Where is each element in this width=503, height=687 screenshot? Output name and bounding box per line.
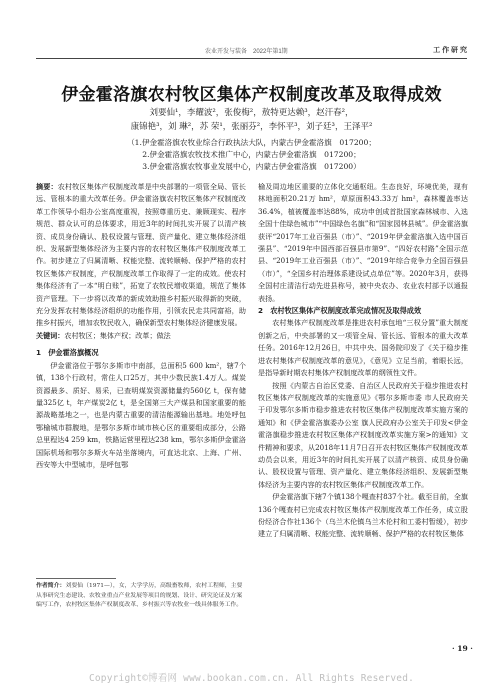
section-2-paragraph-3: 伊金霍洛旗下辖7个镇138个嘎查村837个社。截至目前，全旗136个嘎查村已完成农村牧区集体产权制度改革工作任务，成立股份经济合作社136个（乌兰木伦镇乌兰木伦村和工委村暂缓），初步建立了归属清晰、权能完整、流转顺畅、保护严格的农村牧区集体 [258, 492, 468, 539]
journal-info: 农业开发与装备 2022年第1期 [205, 49, 288, 55]
header-rule [36, 58, 467, 59]
footnote-label: 作者简介： [36, 583, 66, 589]
author-footnote [36, 582, 246, 611]
affiliation-3: 3.伊金霍洛旗农牧事业发展中心，内蒙古伊金霍洛旗 017200） [142, 162, 361, 171]
section-2-paragraph-2: 按照《内蒙古自治区党委、自治区人民政府关于稳步推进农村牧区集体产权制度改革的实施意见》《鄂尔多斯市委 市人民政府关于印发鄂尔多斯市稳步推进农村牧区集体产权制度改革实施方案的通知》和《伊金霍洛旗委办公室 旗人民政府办公室关于印发<伊金霍洛旗稳步推进农村牧区集体产权制度改革实施方案>的通知》文件精神和要求，从2018年11月7日召开农村牧区集体产权制度改革动员会以来，用近3年的时间扎实开展了以清产核资、成员身份确认、股权设置与管理、资产量化、建立集体经济组织、发展新型集体经济为主要内容的农村牧区集体产权制度改革工作。 [258, 380, 468, 489]
abstract [36, 181, 246, 330]
abstract-text: 农村牧区集体产权制度改革是中央部署的一项管全局、管长远、管根本的重大改革任务。伊金霍洛旗农村牧区集体产权制度改革工作领导小组办公室高度重视，按照尊重历史、兼顾现实、程序规范、群众认可的总体要求，用近3年的时间扎实开展了以清产核资、成员身份确认、股权设置与管理、资产量化、建立集体经济组织、发展新型集体经济为主要内容的农村牧区集体产权制度改革工作。初步建立了归属清晰、权能完整、流转顺畅、保护严格的农村牧区集体产权制度，产权制度改革工作取得了一定的成效。使农村集体经济有了一本“明白账”，拓宽了农牧民增收渠道，规范了集体资产管理。下一步将以改革的新成效助推乡村振兴取得新的突破，充分发挥农村集体经济组织的功能作用，引领农民走共同富裕，助推乡村振兴，增加农牧民收入，确保新型农村集体经济健康发展。 [36, 182, 247, 328]
author-line-2: 康锦艳³，刘 琳²，苏 荣¹，张丽芬²，李怀平³，刘子廷³，王泽平² [130, 122, 373, 132]
section-label: 工 作 研 究 [433, 47, 467, 54]
keywords-label: 关键词： [36, 330, 65, 340]
page-number: · 19 · [452, 644, 473, 653]
abstract-label: 摘要： [36, 182, 58, 191]
running-header [0, 46, 503, 58]
keywords [36, 330, 246, 342]
section-heading-2: 2 农村牧区集体产权制度改革完成情况及取得成效 [258, 306, 422, 316]
section-1-continued: 榆及周边地区重要的立体化交通枢纽。生态良好，环境优美，现有林地面积20.21万 hm²，草原面积43.33万 hm²，森林覆盖率达36.4%，植被覆盖率达88%，成功申创成首批国家森林城市、入选全国十佳绿色城市”“中国绿色名旗”和“国家园林县城”。伊金霍洛旗获评“2017年工业百强县（市）”、“2019年伊金霍洛旗入选中国百强县”、“2019年中国西部百强县市第9”、“四好农村路”全国示范县、“2019年工业百强县（市）”、“2019年综合竞争力全国百强县（市）”，“全国乡村治理体系建设试点单位”等。2020年3月，获得全国村庄清洁行动先进县称号，被中央农办、农业农村部予以通报表扬。 [258, 182, 468, 303]
keywords-text: 农村牧区；集体产权；改革；做法 [64, 330, 171, 340]
left-column [36, 181, 246, 471]
footnote-rule [36, 578, 116, 579]
section-heading-1: 1 伊金霍洛旗概况 [36, 348, 99, 358]
footnote-text: 刘要仙（1971—），女，大学学历，高级畜牧师，农村工程师，主要从事研究生态建设、农牧业重点产业发展等项目的规划、设计、研究论证及方案编写工作，农村牧区集体产权制度改革、乡村振兴等农牧业一线具体服务工作。 [36, 583, 243, 609]
right-column [258, 181, 468, 541]
article-title: 伊金霍洛旗农村牧区集体产权制度改革及取得成效 [61, 85, 442, 105]
copyright-watermark: Copyright©博看网 www.bookan.com.cn. All Rights Reserved. [88, 673, 415, 684]
section-1-paragraph: 伊金霍洛位于鄂尔多斯市中南部，总面积5 600 km²，辖7个镇，138个行政村，常住人口25万，其中少数民族1.4万人。煤炭资源最多、质好、易采，已查明煤炭资源储量约560亿 t，保有储量325亿 t，年产煤炭2亿 t，是全国第三大产煤县和国家重要的能源战略基地之一，也是内蒙古重要的清洁能源输出基地。地处呼包鄂榆城市群腹地，是鄂尔多斯市域市核心区的重要组成部分，公路总里程达4 259 km，铁路运营里程达238 km，鄂尔多斯伊金霍洛国际机场和鄂尔多斯火车站坐落境内，可直达北京、上海、广州、西安等大中型城市，是呼包鄂 [36, 360, 246, 469]
affiliation-2: 2.伊金霍洛旗农牧技术推广中心，内蒙古伊金霍洛旗 017200； [142, 150, 361, 159]
author-line-1: 刘要仙¹，李耀波²，张俊梅²，敖特更达赖³，赵汗春²， [149, 108, 354, 118]
affiliation-1: （1.伊金霍洛旗农牧业综合行政执法大队，内蒙古伊金霍洛旗 017200； [127, 138, 376, 147]
section-2-paragraph-1: 农村集体产权制度改革是推进农村承包地“三权分置”重大制度创新之后，中央部署的又一项管全局、管长远、管根本的重大改革任务。2016年12月26日，中共中央、国务院印发了《关于稳步推进农村集体产权制度改革的意见》，《意见》立足当前，着眼长远，是指导新时期农村集体产权制度改革的纲领性文件。 [258, 318, 468, 378]
